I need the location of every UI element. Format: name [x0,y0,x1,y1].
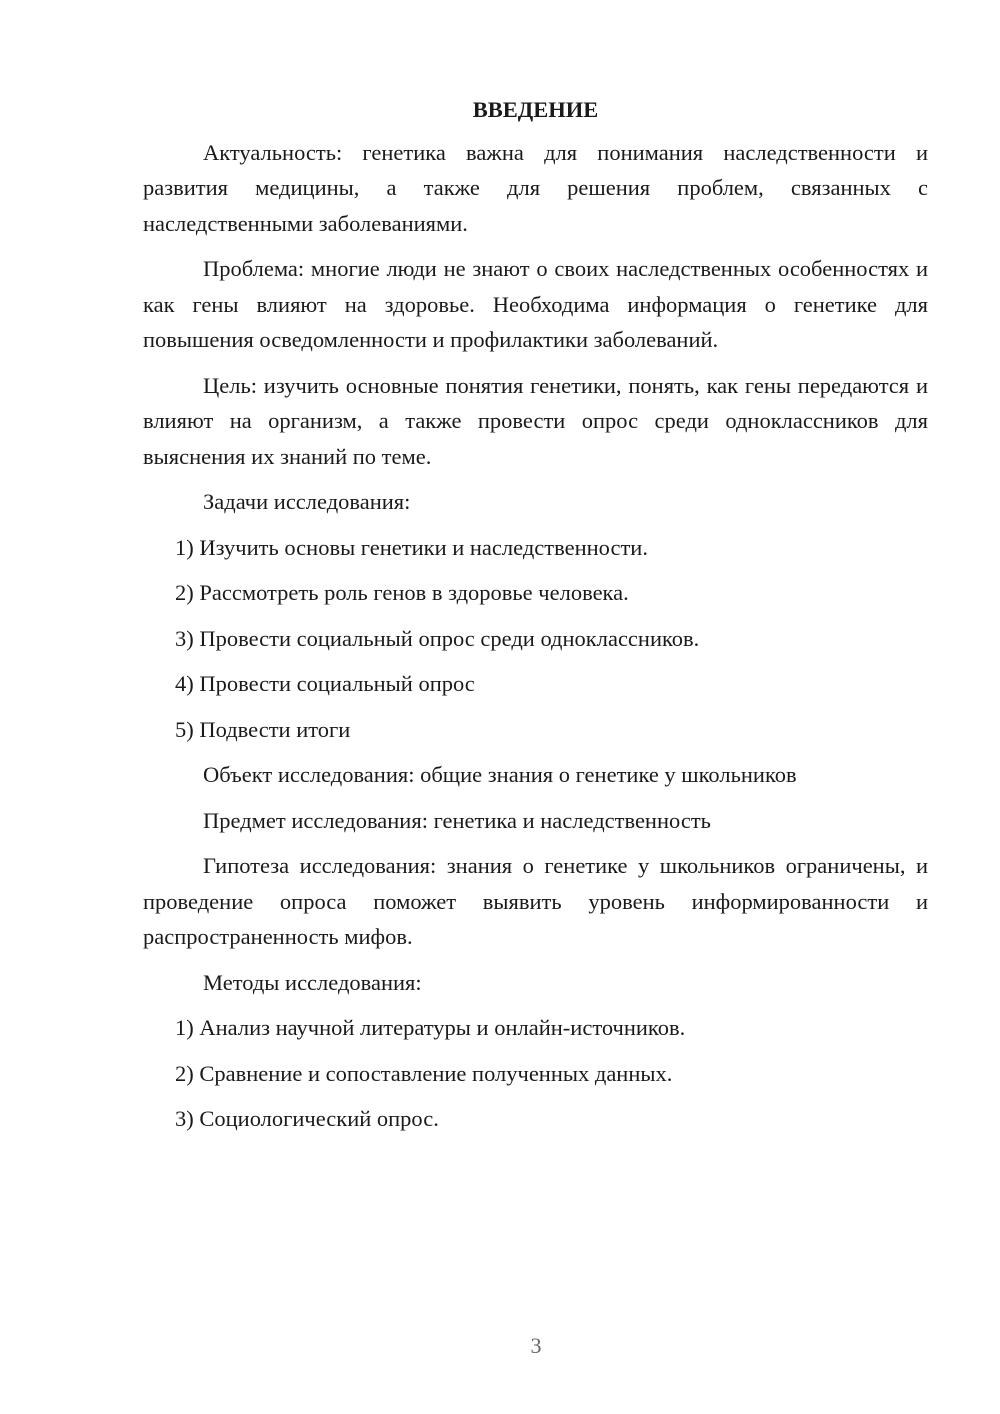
task-item: 2) Рассмотреть роль генов в здоровье человека. [175,580,629,605]
task-item: 5) Подвести итоги [175,716,351,742]
research-object: Объект исследования: общие знания о генетике у школьников [203,762,797,787]
problem-paragraph: Проблема: многие люди не знают о своих наследственных особенностях и как гены влияют на здоровье. Необходима информация о генетике для повышения осведомленности и профилактики заболеваний. [143,256,928,352]
methods-heading: Методы исследования: [203,969,422,995]
goal-paragraph: Цель: изучить основные понятия генетики, понять, как гены передаются и влияют на организм, а также провести опрос среди одноклассников для выяснения их знаний по теме. [143,372,928,469]
hypothesis-paragraph: Гипотеза исследования: знания о генетике у школьников ограничены, и проведение опроса поможет выявить уровень информированности и распространенность мифов. [143,853,928,949]
task-item: 4) Провести социальный опрос [175,671,475,696]
tasks-heading: Задачи исследования: [203,489,411,514]
method-item: 1) Анализ научной литературы и онлайн-источников. [175,1015,686,1040]
page-number: 3 [530,1333,542,1358]
task-item: 1) Изучить основы генетики и наследственности. [175,534,648,560]
method-item: 2) Сравнение и сопоставление полученных данных. [175,1060,673,1086]
research-subject: Предмет исследования: генетика и наследственность [203,807,711,833]
task-item: 3) Провести социальный опрос среди одноклассников. [175,625,700,651]
method-item: 3) Социологический опрос. [175,1106,439,1131]
section-title: ВВЕДЕНИЕ [472,97,599,122]
page-content [143,92,928,1147]
relevance-paragraph: Актуальность: генетика важна для понимания наследственности и развития медицины, а также для решения проблем, связанных с наследственными заболеваниями. [143,139,928,236]
